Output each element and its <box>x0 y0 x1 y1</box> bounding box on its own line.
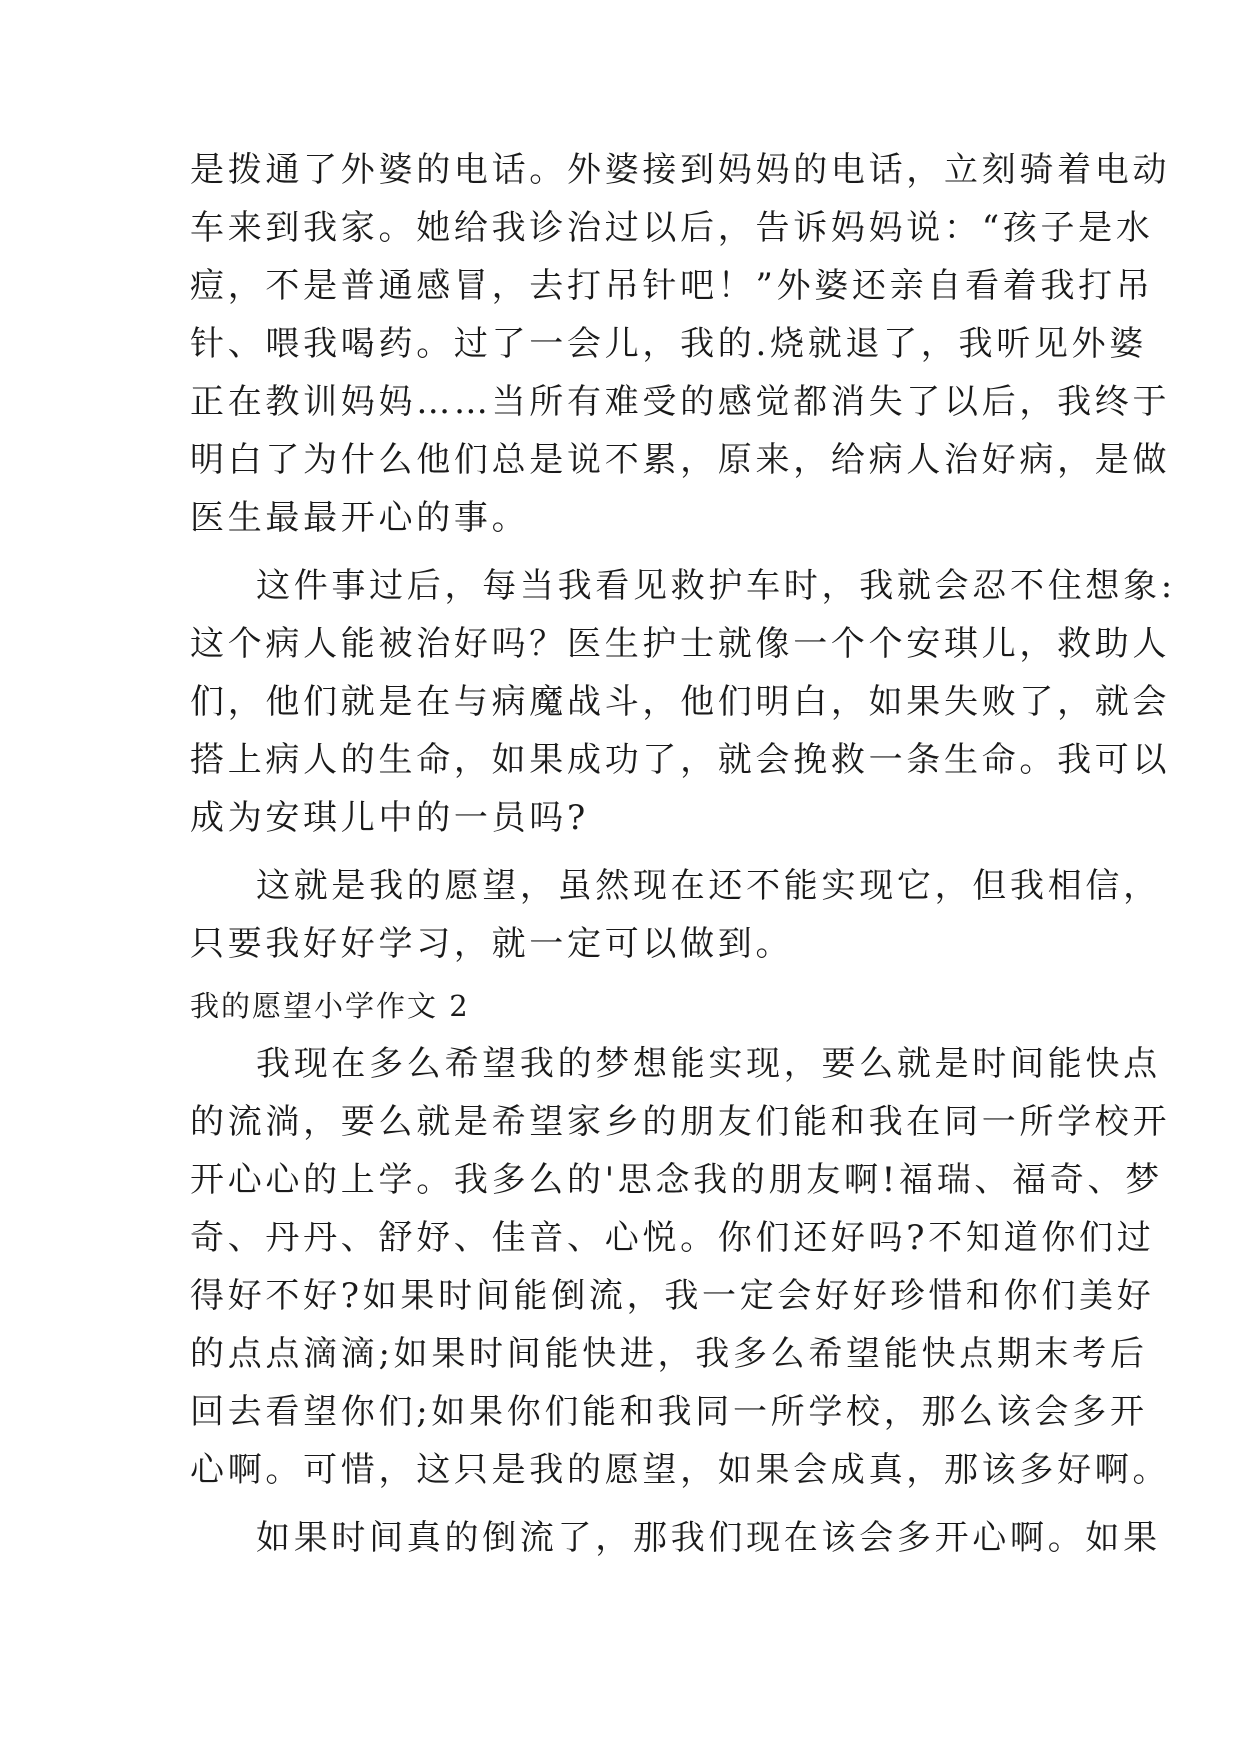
text-line: 只要我好好学习，就一定可以做到。 <box>190 924 794 964</box>
text-line: 这件事过后，每当我看见救护车时，我就会忍不住想象: <box>256 566 1176 606</box>
text-line: 成为安琪儿中的一员吗? <box>190 798 589 838</box>
text-line: 车来到我家。她给我诊治过以后，告诉妈妈说：“孩子是水 <box>190 208 1154 248</box>
text-line: 搭上病人的生命，如果成功了，就会挽救一条生命。我可以 <box>190 740 1171 780</box>
text-line: 这就是我的愿望，虽然现在还不能实现它，但我相信， <box>256 866 1161 906</box>
section-heading: 我的愿望小学作文 2 <box>190 989 470 1023</box>
text-line: 明白了为什么他们总是说不累，原来，给病人治好病，是做 <box>190 440 1171 480</box>
text-line: 我现在多么希望我的梦想能实现，要么就是时间能快点 <box>256 1044 1161 1084</box>
text-line: 奇、丹丹、舒妤、佳音、心悦。你们还好吗?不知道你们过 <box>190 1218 1155 1258</box>
text-line: 如果时间真的倒流了，那我们现在该会多开心啊。如果 <box>256 1518 1161 1558</box>
text-line: 开心心的上学。我多么的'思念我的朋友啊!福瑞、福奇、梦 <box>190 1160 1163 1200</box>
text-line: 针、喂我喝药。过了一会儿，我的.烧就退了，我听见外婆 <box>190 324 1148 364</box>
text-line: 的点点滴滴;如果时间能快进，我多么希望能快点期末考后 <box>190 1334 1148 1374</box>
text-line: 是拨通了外婆的电话。外婆接到妈妈的电话，立刻骑着电动 <box>190 150 1171 190</box>
text-line: 正在教训妈妈……当所有难受的感觉都消失了以后，我终于 <box>190 382 1171 422</box>
text-line: 这个病人能被治好吗？医生护士就像一个个安琪儿，救助人 <box>190 624 1171 664</box>
text-line: 们，他们就是在与病魔战斗，他们明白，如果失败了，就会 <box>190 682 1171 722</box>
text-line: 的流淌，要么就是希望家乡的朋友们能和我在同一所学校开 <box>190 1102 1171 1142</box>
text-line: 医生最最开心的事。 <box>190 498 530 538</box>
text-line: 回去看望你们;如果你们能和我同一所学校，那么该会多开 <box>190 1392 1148 1432</box>
text-line: 心啊。可惜，这只是我的愿望，如果会成真，那该多好啊。 <box>190 1450 1171 1490</box>
text-line: 得好不好?如果时间能倒流，我一定会好好珍惜和你们美好 <box>190 1276 1155 1316</box>
text-line: 痘，不是普通感冒，去打吊针吧！”外婆还亲自看着我打吊 <box>190 266 1154 306</box>
